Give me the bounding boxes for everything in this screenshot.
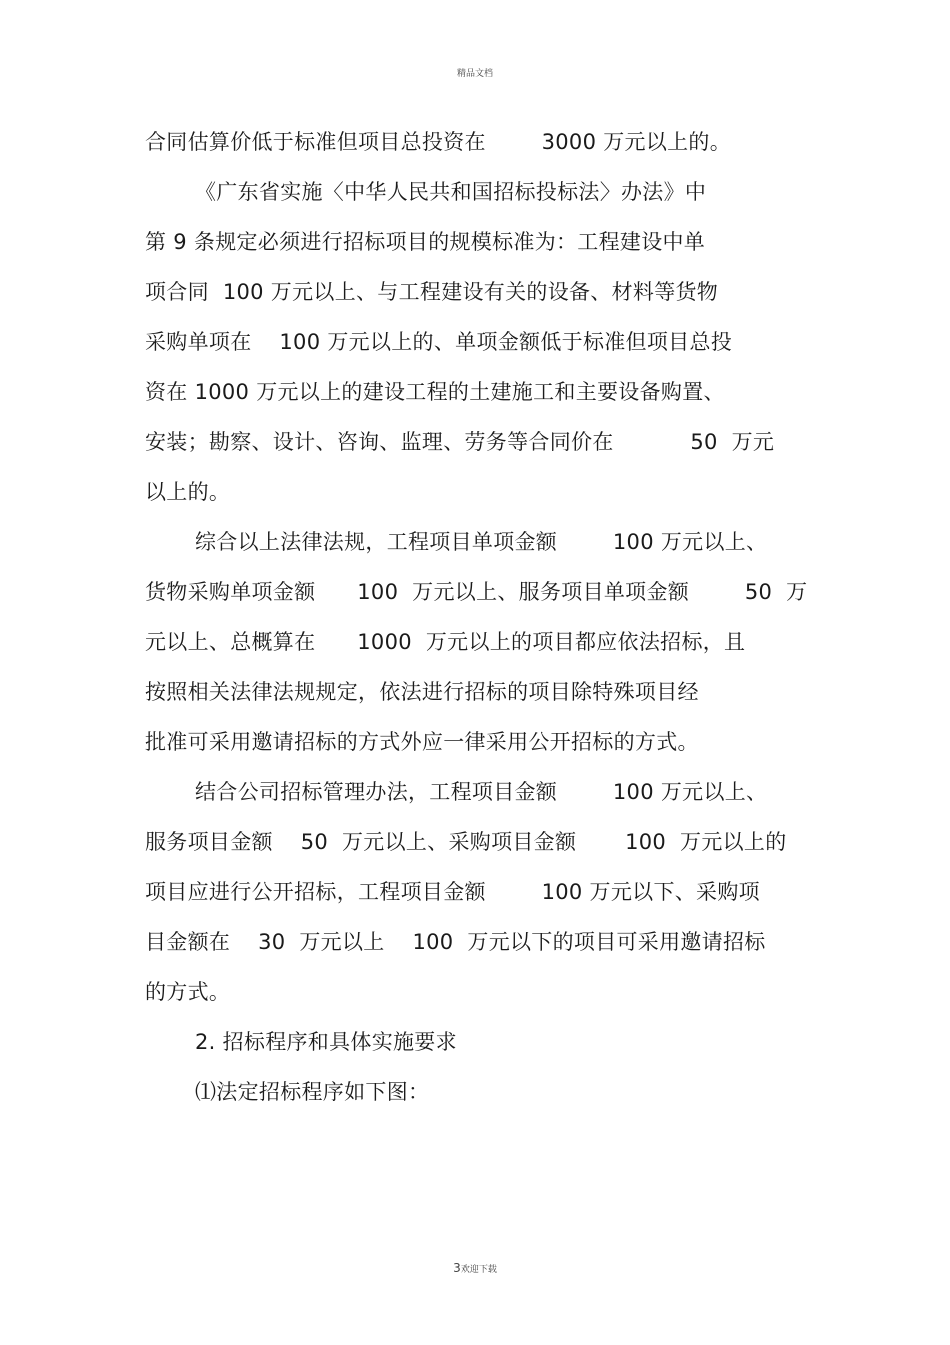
page-number: 3: [453, 1261, 461, 1275]
body-line: 货物采购单项金额 100 万元以上、服务项目单项金额 50 万: [145, 580, 808, 604]
body-line: 项合同 100 万元以上、与工程建设有关的设备、材料等货物: [145, 280, 719, 304]
body-line: 结合公司招标管理办法，工程项目金额 100 万元以上、: [195, 780, 768, 804]
body-line: 第 9 条规定必须进行招标项目的规模标准为：工程建设中单: [145, 230, 706, 254]
footer-text: 欢迎下载: [460, 1265, 497, 1275]
body-line: 以上的。: [145, 480, 231, 504]
body-line: 资在 1000 万元以上的建设工程的土建施工和主要设备购置、: [145, 380, 725, 404]
body-line: 目金额在 30 万元以上 100 万元以下的项目可采用邀请招标: [145, 930, 766, 954]
body-line: ⑴法定招标程序如下图：: [195, 1080, 430, 1104]
body-line: 批准可采用邀请招标的方式外应一律采用公开招标的方式。: [145, 730, 699, 754]
body-line: 元以上、总概算在 1000 万元以上的项目都应依法招标，且: [145, 630, 746, 654]
body-line: 安装；勘察、设计、咨询、监理、劳务等合同价在 50 万元: [145, 430, 775, 454]
body-line: 服务项目金额 50 万元以上、采购项目金额 100 万元以上的: [145, 830, 787, 854]
body-line: 合同估算价低于标准但项目总投资在 3000 万元以上的。: [145, 130, 732, 154]
body-line: 的方式。: [145, 980, 231, 1004]
body-line: 综合以上法律法规，工程项目单项金额 100 万元以上、: [195, 530, 768, 554]
body-line: 《广东省实施〈中华人民共和国招标投标法〉办法》中: [195, 180, 707, 204]
body-line: 按照相关法律法规规定，依法进行招标的项目除特殊项目经: [145, 680, 699, 704]
page-header: 精品文档: [456, 69, 493, 79]
body-line: 项目应进行公开招标，工程项目金额 100 万元以下、采购项: [145, 880, 760, 904]
page-footer: [0, 1261, 950, 1275]
body-line: 采购单项在 100 万元以上的、单项金额低于标准但项目总投: [145, 330, 733, 354]
section-heading: 2. 招标程序和具体实施要求: [195, 1030, 457, 1054]
